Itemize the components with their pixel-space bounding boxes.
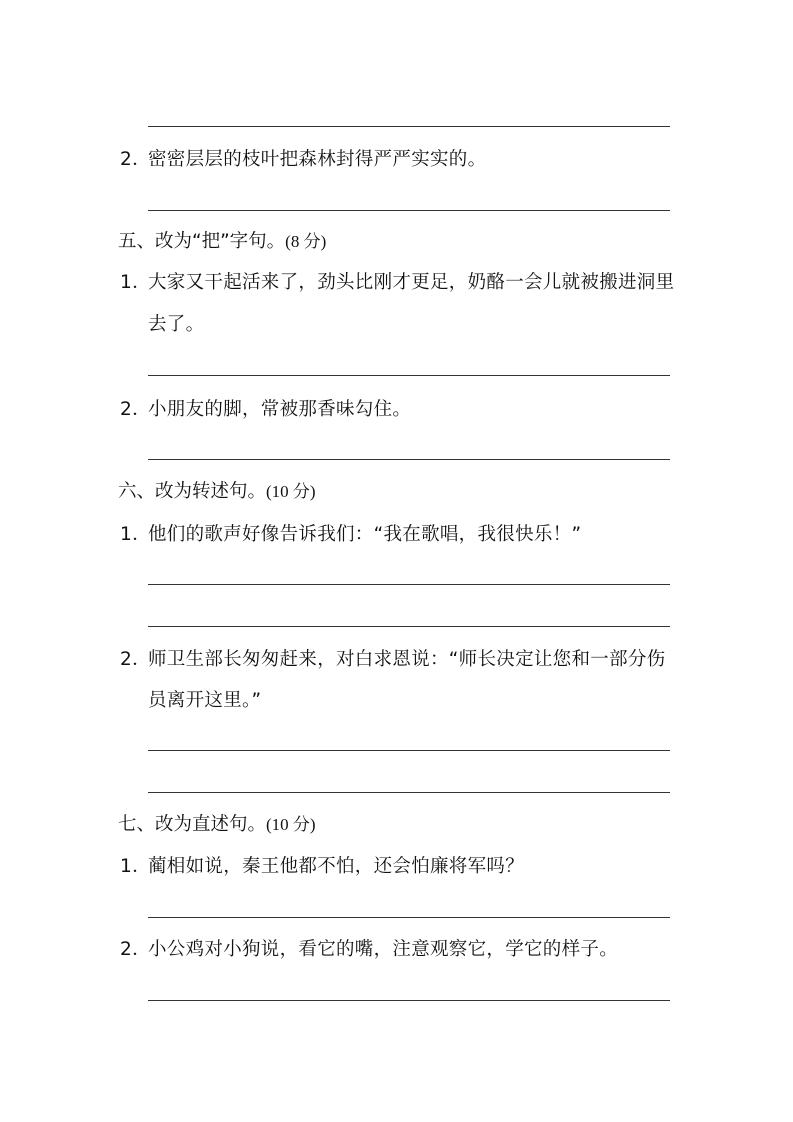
question-7-2 [120, 937, 618, 963]
section-7-heading [118, 812, 316, 838]
question-5-1-continuation: 去了。 [148, 314, 205, 335]
section-score: (10 分) [266, 815, 316, 834]
answer-line[interactable] [148, 750, 670, 751]
question-number: 2． [120, 649, 151, 670]
answer-line[interactable] [148, 1000, 670, 1001]
answer-line[interactable] [148, 792, 670, 793]
question-number: 1． [120, 856, 151, 877]
answer-line[interactable] [148, 459, 670, 460]
question-number: 1． [120, 272, 151, 293]
answer-line[interactable] [148, 626, 670, 627]
question-6-2-continuation: 员离开这里。” [148, 690, 262, 711]
question-text: 小公鸡对小狗说，看它的嘴，注意观察它，学它的样子。 [148, 939, 619, 960]
section-score: (10 分) [266, 482, 316, 501]
answer-line[interactable] [148, 210, 670, 211]
answer-line[interactable] [148, 375, 670, 376]
answer-line[interactable] [148, 126, 670, 127]
question-4-2 [120, 147, 486, 173]
question-number: 2． [120, 939, 151, 960]
question-number: 1． [120, 524, 151, 545]
question-7-1 [120, 854, 524, 880]
question-text: 小朋友的脚，常被那香味勾住。 [148, 399, 412, 420]
question-text: 密密层层的枝叶把森林封得严严实实的。 [148, 149, 487, 170]
question-number: 2． [120, 149, 151, 170]
question-6-1 [120, 522, 581, 548]
section-5-heading [118, 229, 326, 255]
answer-line[interactable] [148, 584, 670, 585]
section-title: 五、改为“把”字句。 [118, 231, 286, 252]
question-number: 2． [120, 399, 151, 420]
section-title: 七、改为直述句。 [118, 814, 267, 835]
question-text: 大家又干起活来了，劲头比刚才更足，奶酪一会儿就被搬进洞里 [148, 272, 675, 293]
answer-line[interactable] [148, 917, 670, 918]
section-title: 六、改为转述句。 [118, 481, 267, 502]
question-5-1 [120, 270, 674, 296]
section-6-heading [118, 479, 316, 505]
question-text: 蔺相如说，秦王他都不怕，还会怕廉将军吗？ [148, 856, 525, 877]
question-6-2 [120, 647, 666, 673]
section-score: (8 分) [285, 232, 327, 251]
question-5-2 [120, 397, 411, 423]
question-text: 师卫生部长匆匆赶来，对白求恩说：“师长决定让您和一部分伤 [148, 649, 666, 670]
question-text: 他们的歌声好像告诉我们：“我在歌唱，我很快乐！” [148, 524, 582, 545]
